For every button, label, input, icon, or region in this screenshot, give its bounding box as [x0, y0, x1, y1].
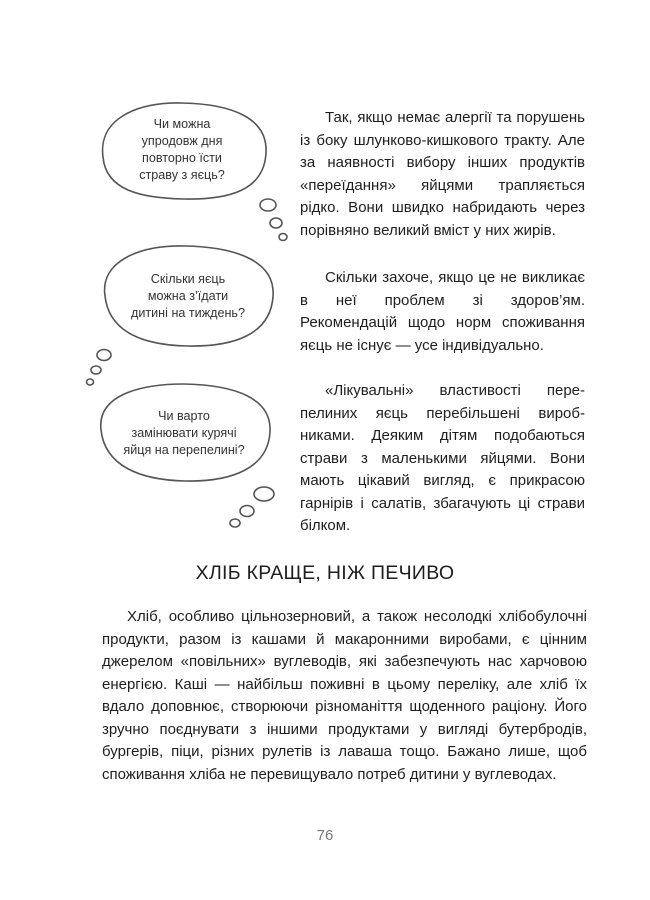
thought-dot: [91, 366, 101, 374]
answer-2: Скільки захоче, якщо це не викликає в неї проблем зі здоров’ям. Рекомендацій щодо норм споживання яєць не існує — усе індивідуально.: [300, 269, 585, 354]
question-3: Чи варто замінювати курячі яйця на перепелині?: [123, 409, 245, 457]
thought-dot: [254, 487, 274, 501]
answer-3: «Лікувальні» властивості перепелиних яєць перебільшені виробниками. Деяким дітям подобаються страви з маленькими яйцями. Вони мають цікавий вигляд, є прикрасою гарнірів і салатів, збагачують ці страви білком.: [300, 382, 585, 534]
thought-dot: [279, 234, 287, 241]
thought-dot: [230, 519, 240, 527]
thought-dot: [240, 506, 254, 517]
thought-dot: [87, 379, 94, 385]
answer-1: Так, якщо немає алергії та порушень із боку шлунково-кишкового тракту. Але за наявності вибору інших продуктів «переїдання» яйцями трапляється рідко. Вони швидко набридають через порівняно великий вміст у них жирів.: [300, 109, 585, 239]
body-paragraph: Хліб, особливо цільнозерновий, а також несолодкі хлібобулочні продукти, разом із кашами й макаронними виробами, є цінним джерелом «повільних» вуглеводів, які забезпечують нас харчовою енергією. Каші — найбільш поживні в цьому переліку, але хліб їх вдало доповнює, створюючи різноманіття щоденного раціону. Його зручно поєднувати з іншими продуктами у вигляді бутербродів, бургерів, піци, різних рулетів із лаваша тощо. Бажано лише, щоб споживання хліба не перевищувало потреб дитини у вуглеводах.: [102, 608, 587, 783]
thought-dot: [270, 218, 282, 228]
question-1: Чи можна упродовж дня повторно їсти страву з яєць?: [139, 117, 225, 182]
page-number: 76: [316, 827, 334, 844]
question-2: Скільки яєць можна з’їдати дитині на тиждень?: [131, 272, 245, 320]
section-heading: ХЛІБ КРАЩЕ, НІЖ ПЕЧИВО: [195, 562, 455, 584]
thought-dot: [97, 350, 111, 361]
thought-dot: [260, 199, 276, 211]
